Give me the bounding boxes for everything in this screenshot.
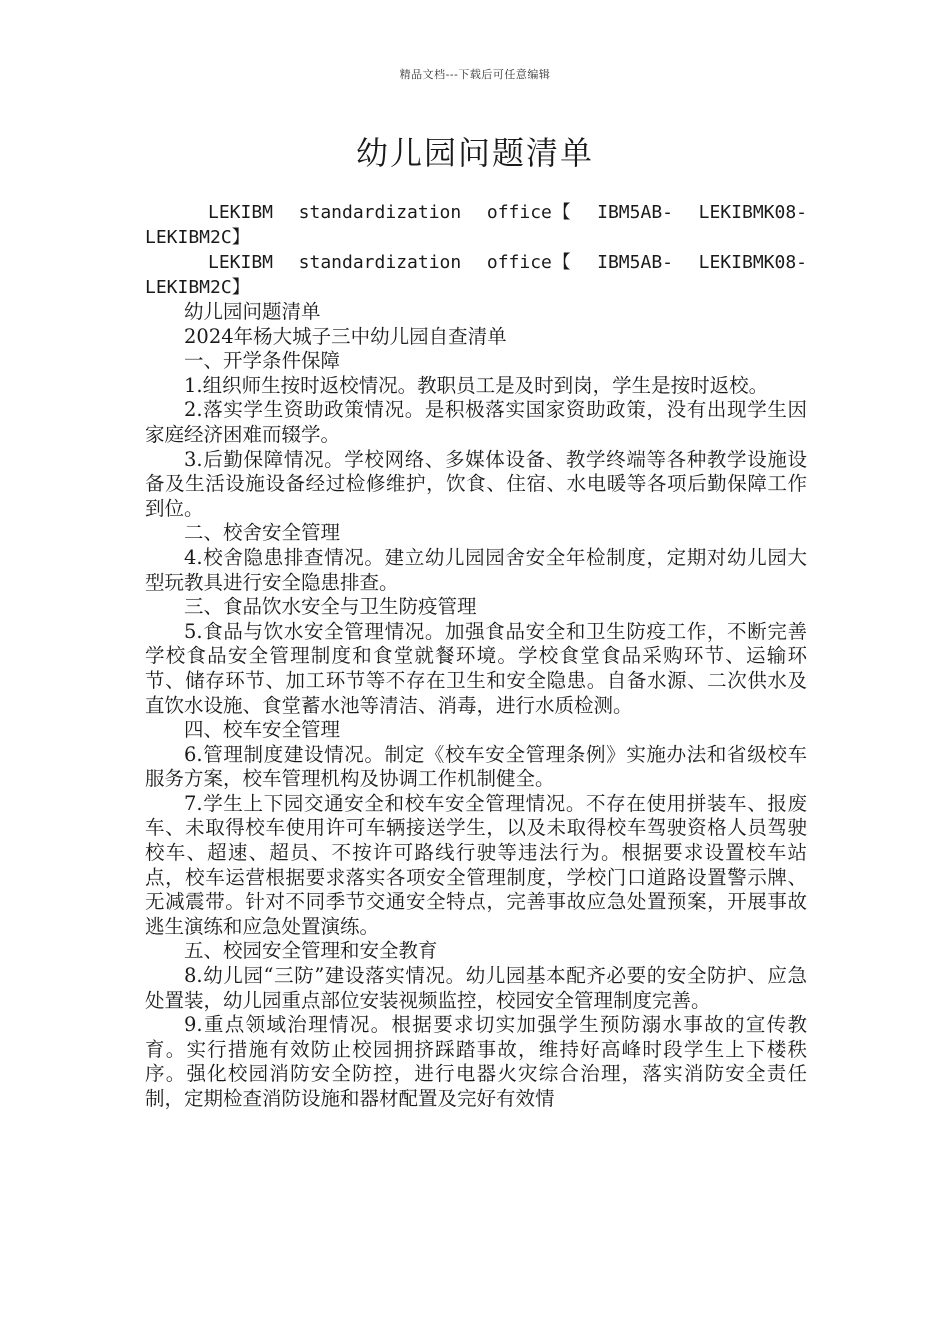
paragraph-item-7: 7.学生上下园交通安全和校车安全管理情况。不存在使用拼装车、报废车、未取得校车使用许可车辆接送学生，以及未取得校车驾驶资格人员驾驶校车、超速、超员、不按许可路线行驶等违法行为。根据要求设置校车站点，校车运营根据要求落实各项安全管理制度，学校门口道路设置警示牌、无减震带。针对不同季节交通安全特点，完善事故应急处置预案，开展事故逃生演练和应急处置演练。 xyxy=(145,791,807,938)
header-note: 精品文档---下载后可任意编辑 xyxy=(399,68,551,81)
paragraph-standardization-2: LEKIBM standardization office【 IBM5AB- LEKIBMK08- LEKIBM2C】 xyxy=(145,252,807,298)
paragraph-standardization-1: LEKIBM standardization office【 IBM5AB- LEKIBMK08- LEKIBM2C】 xyxy=(145,202,807,248)
paragraph-item-5: 5.食品与饮水安全管理情况。加强食品安全和卫生防疫工作，不断完善学校食品安全管理制度和食堂就餐环境。学校食堂食品采购环节、运输环节、储存环节、加工环节等不存在卫生和安全隐患。自备水源、二次供水及直饮水设施、食堂蓄水池等清洁、消毒，进行水质检测。 xyxy=(145,619,807,717)
section-heading-5: 五、校园安全管理和安全教育 xyxy=(184,939,438,963)
paragraph-item-4: 4.校舍隐患排查情况。建立幼儿园园舍安全年检制度，定期对幼儿园大型玩教具进行安全隐患排查。 xyxy=(145,545,807,594)
paragraph-item-6: 6.管理制度建设情况。制定《校车安全管理条例》实施办法和省级校车服务方案，校车管理机构及协调工作机制健全。 xyxy=(145,742,807,791)
section-heading-4: 四、校车安全管理 xyxy=(184,718,341,742)
paragraph-item-9: 9.重点领域治理情况。根据要求切实加强学生预防溺水事故的宣传教育。实行措施有效防止校园拥挤踩踏事故，维持好高峰时段学生上下楼秩序。强化校园消防安全防控，进行电器火灾综合治理，落实消防安全责任制，定期检查消防设施和器材配置及完好有效情 xyxy=(145,1013,807,1110)
paragraph-item-3: 3.后勤保障情况。学校网络、多媒体设备、教学终端等各种教学设施设备及生活设施设备经过检修维护，饮食、住宿、水电暖等各项后勤保障工作到位。 xyxy=(145,447,807,520)
section-heading-3: 三、食品饮水安全与卫生防疫管理 xyxy=(184,595,477,619)
paragraph-subtitle: 幼儿园问题清单 xyxy=(184,300,321,323)
section-heading-1: 一、开学条件保障 xyxy=(184,349,341,373)
paragraph-item-2: 2.落实学生资助政策情况。是积极落实国家资助政策，没有出现学生因家庭经济困难而辍学。 xyxy=(145,398,807,446)
paragraph-item-8: 8.幼儿园“三防”建设落实情况。幼儿园基本配齐必要的安全防护、应急处置装，幼儿园重点部位安装视频监控，校园安全管理制度完善。 xyxy=(145,964,807,1012)
document-title: 幼儿园问题清单 xyxy=(355,134,594,172)
document-body xyxy=(145,200,807,1112)
section-heading-2: 二、校舍安全管理 xyxy=(184,521,341,545)
paragraph-checklist-title: 2024年杨大城子三中幼儿园自查清单 xyxy=(184,324,507,348)
paragraph-item-1: 1.组织师生按时返校情况。教职员工是及时到岗，学生是按时返校。 xyxy=(184,373,769,397)
